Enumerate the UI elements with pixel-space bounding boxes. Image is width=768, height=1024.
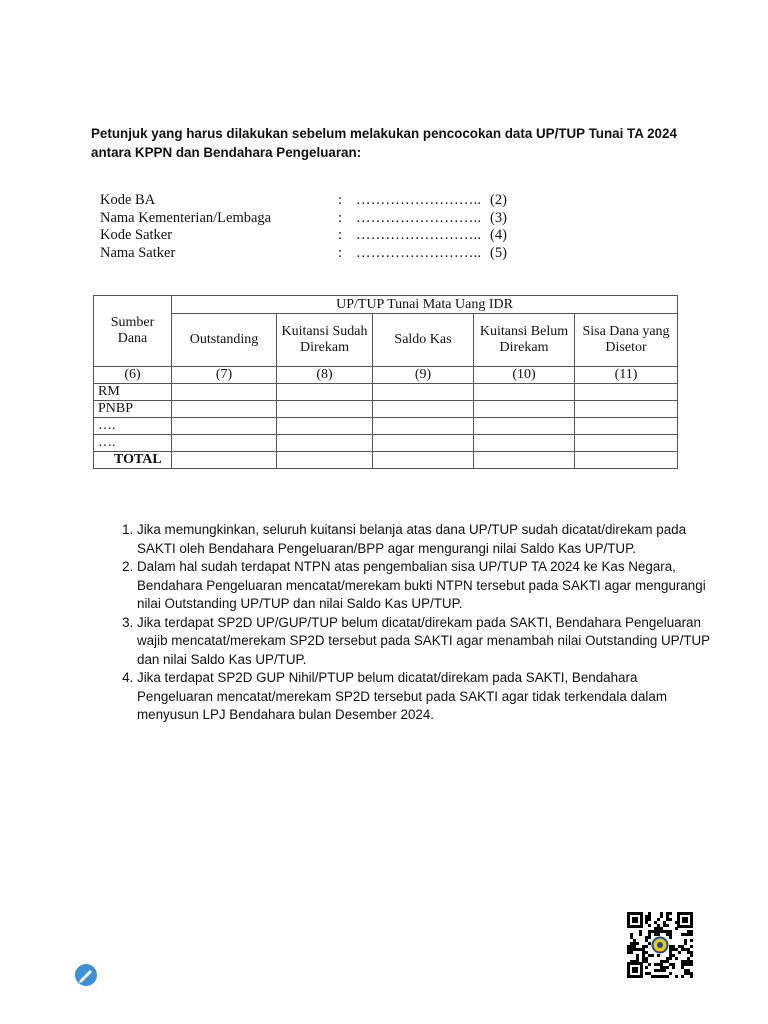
column-number: (7) (172, 367, 277, 384)
table-row (94, 401, 678, 418)
table-row (94, 418, 678, 435)
header-group: UP/TUP Tunai Mata Uang IDR (172, 296, 678, 314)
header-outstanding: Outstanding (172, 314, 277, 367)
info-dots: …………………….. (356, 192, 482, 208)
info-label: Nama Kementerian/Lembaga (100, 209, 272, 226)
table-cell (575, 435, 678, 452)
info-number: (5) (490, 244, 507, 261)
column-number: (11) (575, 367, 678, 384)
table-cell (575, 401, 678, 418)
up-tup-table (93, 295, 678, 469)
instruction-heading: Petunjuk yang harus dilakukan sebelum melakukan pencocokan data UP/TUP Tunai TA 2024 antara KPPN dan Bendahara Pengeluaran: (91, 126, 677, 160)
info-row-kode-satker (100, 227, 520, 245)
table-cell (172, 401, 277, 418)
table-cell (277, 435, 373, 452)
info-row-kode-ba (100, 192, 520, 210)
table-cell (474, 452, 575, 469)
table-cell (373, 452, 474, 469)
info-number: (2) (490, 192, 507, 208)
table-cell (474, 418, 575, 435)
table-cell (277, 384, 373, 401)
table-cell (277, 452, 373, 469)
info-dots: …………………….. (356, 209, 482, 226)
column-number: (8) (277, 367, 373, 384)
row-label: …. (94, 418, 172, 435)
table-row (94, 384, 678, 401)
instruction-item: 3. Jika terdapat SP2D UP/GUP/TUP belum dicatat/direkam pada SAKTI, Bendahara Pengeluaran wajib mencatat/merekam SP2D tersebut pada SAKTI agar menambah nilai Outstanding UP/TUP dan nilai Saldo Kas UP/TUP. (137, 614, 712, 670)
table-cell (575, 384, 678, 401)
instruction-item: 4. Jika terdapat SP2D GUP Nihil/PTUP belum dicatat/direkam pada SAKTI, Bendahara Pengeluaran mencatat/merekam SP2D tersebut pada SAKTI agar tidak terkendala dalam menyusun LPJ Bendahara bulan Desember 2024. (137, 669, 712, 725)
table-cell (172, 435, 277, 452)
info-row-nama-satker (100, 245, 520, 263)
table-cell (172, 418, 277, 435)
instruction-item: 2. Dalam hal sudah terdapat NTPN atas pengembalian sisa UP/TUP TA 2024 ke Kas Negara, Bendahara Pengeluaran mencatat/merekam bukti NTPN tersebut pada SAKTI agar mengurangi nilai Outstanding UP/TUP dan nilai Saldo Kas UP/TUP. (137, 558, 712, 614)
table-cell (575, 452, 678, 469)
table-cell (474, 435, 575, 452)
info-label: Nama Satker (100, 244, 176, 261)
info-number: (3) (490, 209, 507, 226)
info-colon: : (338, 244, 343, 261)
row-label: …. (94, 435, 172, 452)
table-cell (373, 384, 474, 401)
header-sisa-dana: Sisa Dana yang Disetor (575, 314, 678, 367)
info-colon: : (338, 192, 343, 208)
table-cell (277, 401, 373, 418)
table-cell (575, 418, 678, 435)
column-number: (10) (474, 367, 575, 384)
table-cell (474, 401, 575, 418)
header-kuitansi-belum: Kuitansi Belum Direkam (474, 314, 575, 367)
row-label: RM (94, 384, 172, 401)
table-cell (373, 435, 474, 452)
pen-logo-icon[interactable] (74, 963, 98, 987)
info-row-kementerian (100, 210, 520, 228)
satker-info (100, 192, 520, 262)
header-sumber-dana: Sumber Dana (94, 296, 172, 367)
header-kuitansi-sudah: Kuitansi Sudah Direkam (277, 314, 373, 367)
column-number: (9) (373, 367, 474, 384)
info-dots: …………………….. (356, 244, 482, 261)
table-cell (172, 384, 277, 401)
column-number: (6) (94, 367, 172, 384)
table-cell (172, 452, 277, 469)
table-cell (277, 418, 373, 435)
total-label: TOTAL (94, 452, 172, 469)
header-saldo-kas: Saldo Kas (373, 314, 474, 367)
info-dots: …………………….. (356, 227, 482, 243)
table-cell (373, 418, 474, 435)
info-colon: : (338, 209, 343, 226)
table-row (94, 435, 678, 452)
qr-code-icon (625, 910, 695, 980)
table-cell (373, 401, 474, 418)
info-label: Kode BA (100, 192, 156, 208)
table-cell (474, 384, 575, 401)
info-label: Kode Satker (100, 227, 173, 243)
instruction-item: 1. Jika memungkinkan, seluruh kuitansi belanja atas dana UP/TUP sudah dicatat/direkam pada SAKTI oleh Bendahara Pengeluaran/BPP agar mengurangi nilai Saldo Kas UP/TUP. (137, 521, 712, 558)
info-number: (4) (490, 227, 507, 243)
info-colon: : (338, 227, 343, 243)
row-label: PNBP (94, 401, 172, 418)
table-row-total (94, 452, 678, 469)
instruction-list (111, 521, 712, 725)
